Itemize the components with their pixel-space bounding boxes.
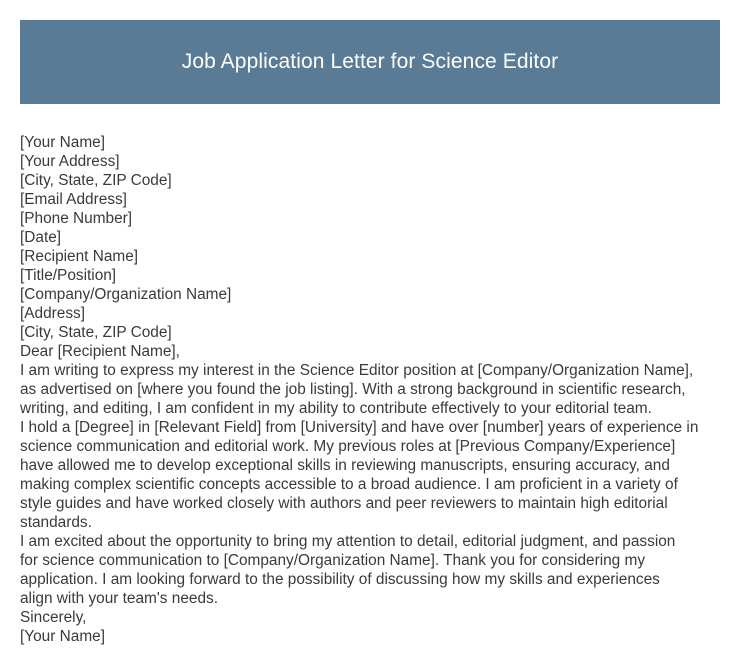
paragraph-intro (20, 361, 725, 418)
recipient-name: [Recipient Name] (20, 248, 139, 265)
sender-address: [Your Address] (20, 153, 120, 170)
paragraph-line: I hold a [Degree] in [Relevant Field] from [University] and have over [number] years of experience in (20, 419, 699, 436)
sender-block (20, 133, 725, 247)
paragraph-line: have allowed me to develop exceptional skills in reviewing manuscripts, ensuring accuracy, and (20, 457, 670, 474)
paragraph-line: align with your team's needs. (20, 590, 218, 607)
paragraph-line: I am excited about the opportunity to bring my attention to detail, editorial judgment, and passion (20, 533, 676, 550)
sender-email: [Email Address] (20, 191, 127, 208)
header-banner (20, 20, 720, 104)
sender-name: [Your Name] (20, 134, 105, 151)
paragraph-line: application. I am looking forward to the possibility of discussing how my skills and experiences (20, 571, 660, 588)
paragraph-line: for science communication to [Company/Organization Name]. Thank you for considering my (20, 552, 646, 569)
paragraph-line: making complex scientific concepts accessible to a broad audience. I am proficient in a variety of (20, 476, 678, 493)
closing: Sincerely, (20, 609, 87, 626)
recipient-block (20, 247, 725, 342)
paragraph-closing-remarks (20, 532, 725, 608)
recipient-title: [Title/Position] (20, 267, 117, 284)
salutation: Dear [Recipient Name], (20, 343, 180, 360)
paragraph-experience (20, 418, 725, 532)
signature: [Your Name] (20, 628, 105, 645)
sender-phone: [Phone Number] (20, 210, 133, 227)
paragraph-line: I am writing to express my interest in the Science Editor position at [Company/Organization Name], (20, 362, 694, 379)
paragraph-line: science communication and editorial work. My previous roles at [Previous Company/Experience] (20, 438, 676, 455)
recipient-city-state-zip: [City, State, ZIP Code] (20, 324, 172, 341)
recipient-company: [Company/Organization Name] (20, 286, 232, 303)
letter-date: [Date] (20, 229, 62, 246)
paragraph-line: writing, and editing, I am confident in my ability to contribute effectively to your editorial team. (20, 400, 652, 417)
page-title: Job Application Letter for Science Editor (181, 50, 559, 73)
paragraph-line: as advertised on [where you found the job listing]. With a strong background in scientific research, (20, 381, 686, 398)
paragraph-line: style guides and have worked closely with authors and peer reviewers to maintain high editorial (20, 495, 668, 512)
recipient-address: [Address] (20, 305, 86, 322)
paragraph-line: standards. (20, 514, 92, 531)
letter-body (20, 133, 725, 646)
sender-city-state-zip: [City, State, ZIP Code] (20, 172, 172, 189)
